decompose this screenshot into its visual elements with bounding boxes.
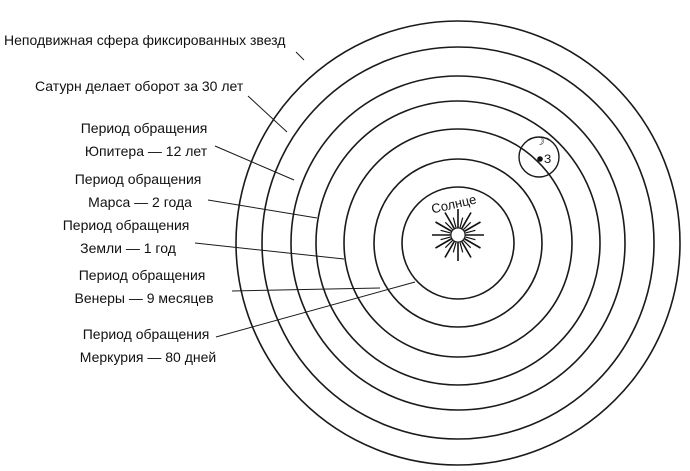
leader-jupiter [215,146,294,180]
label-mars: Период обращения Марса — 2 года [74,171,202,210]
label-mercury: Период обращения Меркурия — 80 дней [79,326,217,365]
labels [4,32,285,365]
leader-fixed-stars [296,52,304,60]
earth-dot-icon [537,156,543,162]
label-saturn: Сатурн делает оборот за 30 лет [35,78,244,94]
label-fixed-stars: Неподвижная сфера фиксированных звезд [4,32,286,48]
earth-system [519,136,559,177]
leader-venus [232,288,380,291]
sun-core [451,228,465,242]
sun-icon [432,209,484,261]
sun-label: Солнце [429,191,478,217]
label-venus: Период обращения Венеры — 9 месяцев [74,267,214,306]
leader-saturn [248,96,287,132]
leader-mars [208,200,317,218]
label-earth: Период обращения Земли — 1 год [62,217,190,256]
moon-crescent-icon: ☽ [535,136,545,148]
label-jupiter: Период обращения Юпитера — 12 лет [80,120,208,159]
leader-earth [195,243,344,259]
earth-marker: З [544,152,552,166]
